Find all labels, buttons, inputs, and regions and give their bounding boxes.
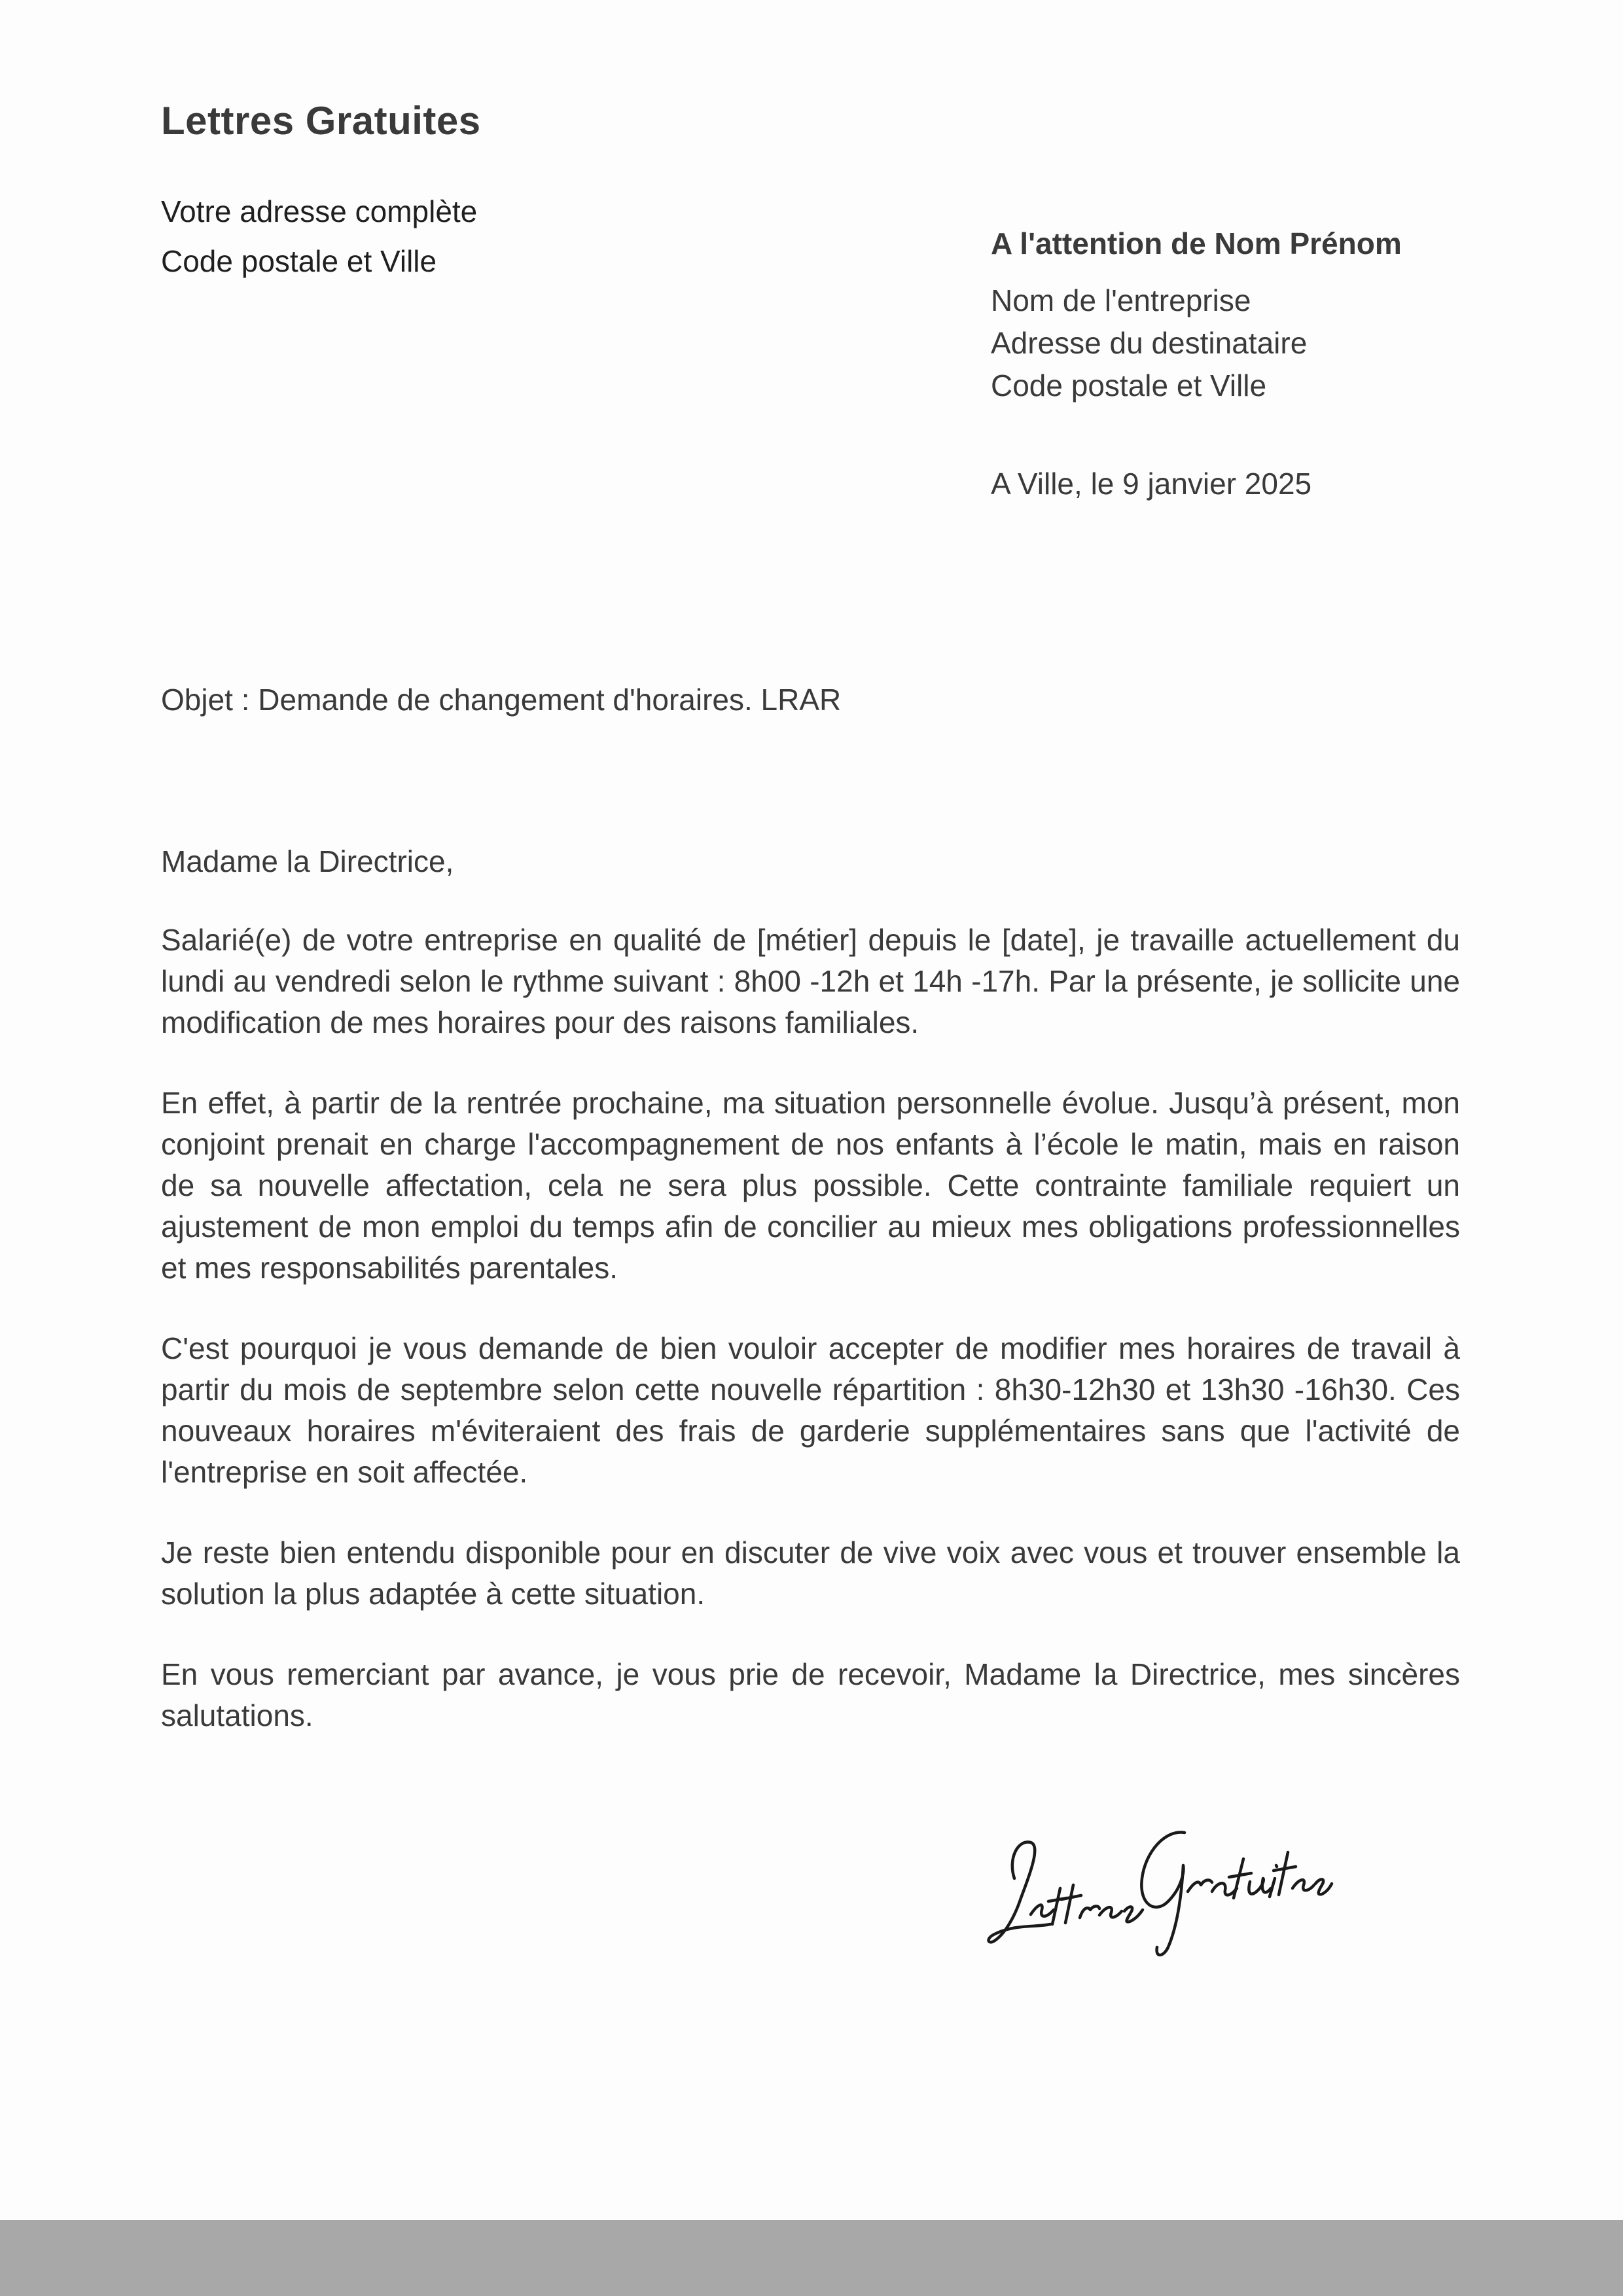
sender-block: [161, 187, 477, 286]
recipient-attention: A l'attention de Nom Prénom: [991, 226, 1402, 260]
recipient-block: [991, 223, 1402, 407]
paragraph: En vous remerciant par avance, je vous prie de recevoir, Madame la Directrice, mes sincères salutations.: [161, 1657, 1460, 1732]
footer-bar: [0, 2220, 1623, 2296]
letter-date: A Ville, le 9 janvier 2025: [991, 467, 1312, 501]
paragraph: En effet, à partir de la rentrée prochaine, ma situation personnelle évolue. Jusqu’à présent, mon conjoint prenait en charge l'accompagnement de nos enfants à l’école le matin, mais en raison de sa nouvelle affectation, cela ne sera plus possible. Cette contrainte familiale requiert un ajustement de mon emploi du temps afin de concilier au mieux mes obligations professionnelles et mes responsabilités parentales.: [161, 1086, 1460, 1285]
paragraph: Salarié(e) de votre entreprise en qualité de [métier] depuis le [date], je travaille actuellement du lundi au vendredi selon le rythme suivant : 8h00 -12h et 14h -17h. Par la présente, je sollicite une modification de mes horaires pour des raisons familiales.: [161, 923, 1460, 1039]
sender-address: Votre adresse complète: [161, 194, 478, 228]
paragraph: C'est pourquoi je vous demande de bien vouloir accepter de modifier mes horaires de travail à partir du mois de septembre selon cette nouvelle répartition : 8h30-12h30 et 13h30 -16h30. Ces nouveaux horaires m'éviteraient des frais de garderie supplémentaires sans que l'activité de l'entreprise en soit affectée.: [161, 1331, 1460, 1489]
letter-body: [161, 841, 1460, 1776]
recipient-city: Code postale et Ville: [991, 368, 1267, 403]
brand-title: Lettres Gratuites: [161, 99, 481, 143]
salutation: Madame la Directrice,: [161, 844, 454, 878]
handwritten-signature: [969, 1793, 1335, 1964]
letter-subject: Objet : Demande de changement d'horaires. LRAR: [161, 683, 842, 717]
recipient-address: Adresse du destinataire: [991, 326, 1308, 360]
paragraph: Je reste bien entendu disponible pour en discuter de vive voix avec vous et trouver ensemble la solution la plus adaptée à cette situation.: [161, 1535, 1460, 1611]
sender-city: Code postale et Ville: [161, 244, 437, 278]
recipient-company: Nom de l'entreprise: [991, 283, 1251, 317]
